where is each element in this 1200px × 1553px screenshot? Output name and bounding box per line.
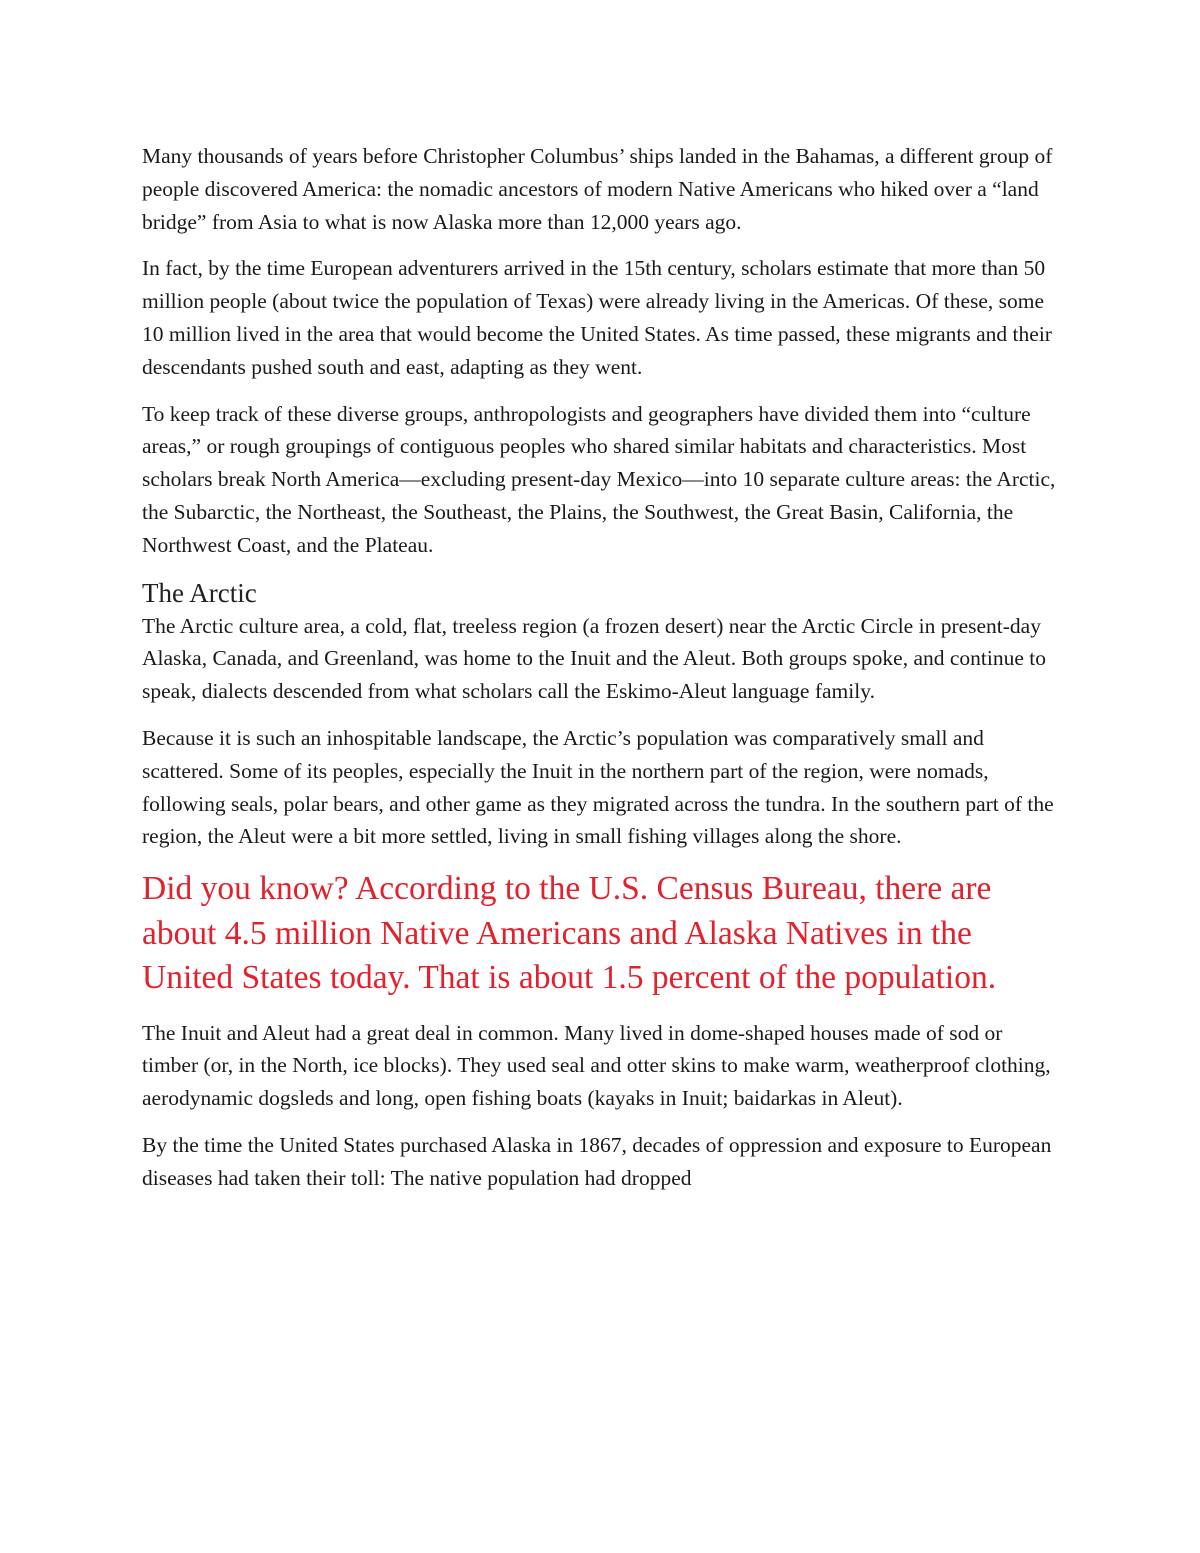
paragraph-intro-3: To keep track of these diverse groups, anthropologists and geographers have divided them into “culture areas,” or rough groupings of contiguous peoples who shared similar habitats and characteristics. Most scholars break North America—excluding present-day Mexico—into 10 separate culture areas: the Arctic, the Subarctic, the Northeast, the Southeast, the Plains, the Southwest, the Great Basin, California, the Northwest Coast, and the Plateau. xyxy=(142,401,1056,557)
section-heading-arctic: The Arctic xyxy=(142,577,257,608)
paragraph-intro-1: Many thousands of years before Christopher Columbus’ ships landed in the Bahamas, a different group of people discovered America: the nomadic ancestors of modern Native Americans who hiked over a “land bridge” from Asia to what is now Alaska more than 12,000 years ago. xyxy=(142,144,1053,234)
did-you-know-callout: Did you know? According to the U.S. Census Bureau, there are about 4.5 million Native Americans and Alaska Natives in the United States today. That is about 1.5 percent of the population. xyxy=(142,870,997,997)
document-page xyxy=(142,140,1062,1209)
paragraph-intro-2: In fact, by the time European adventurers arrived in the 15th century, scholars estimate that more than 50 million people (about twice the population of Texas) were already living in the Americas. Of these, some 10 million lived in the area that would become the United States. As time passed, these migrants and their descendants pushed south and east, adapting as they went. xyxy=(142,256,1052,379)
paragraph-after-1: The Inuit and Aleut had a great deal in common. Many lived in dome-shaped houses made of sod or timber (or, in the North, ice blocks). They used seal and otter skins to make warm, weatherproof clothing, aerodynamic dogsleds and long, open fishing boats (kayaks in Inuit; baidarkas in Aleut). xyxy=(142,1020,1051,1111)
paragraph-arctic-2: Because it is such an inhospitable landscape, the Arctic’s population was comparatively small and scattered. Some of its peoples, especially the Inuit in the northern part of the region, were nomads, following seals, polar bears, and other game as they migrated across the tundra. In the southern part of the region, the Aleut were a bit more settled, living in small fishing villages along the shore. xyxy=(142,725,1054,849)
paragraph-after-2: By the time the United States purchased Alaska in 1867, decades of oppression and exposure to European diseases had taken their toll: The native population had dropped xyxy=(142,1133,1052,1190)
paragraph-arctic-1: The Arctic culture area, a cold, flat, treeless region (a frozen desert) near the Arctic Circle in present-day Alaska, Canada, and Greenland, was home to the Inuit and the Aleut. Both groups spoke, and continue to speak, dialects descended from what scholars call the Eskimo-Aleut language family. xyxy=(142,613,1046,704)
